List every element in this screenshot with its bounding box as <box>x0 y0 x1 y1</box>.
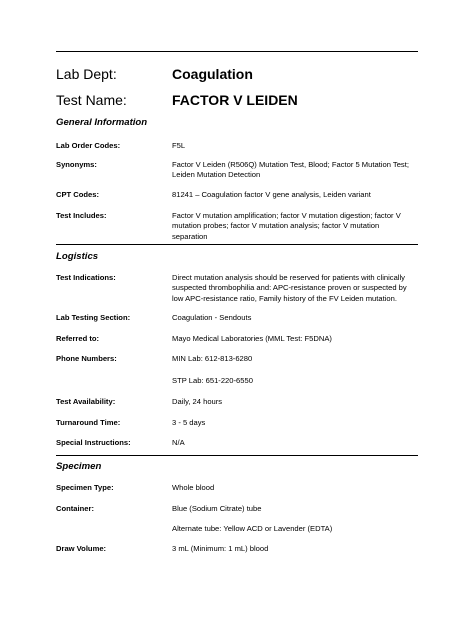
general-section-title: General Information <box>56 117 148 128</box>
alternate-tube-text: Alternate tube: Yellow ACD or Lavender (EDTA) <box>172 524 333 533</box>
test-includes-line: mutation probes; factor V mutation analysis; factor V mutation <box>172 221 380 231</box>
test-name-value: FACTOR V LEIDEN <box>172 92 298 108</box>
logistics-section-title: Logistics <box>56 251 99 262</box>
special-instructions-value <box>172 438 416 448</box>
draw-volume-text: 3 mL (Minimum: 1 mL) blood <box>172 544 269 553</box>
phone-stp-text: STP Lab: 651-220-6550 <box>172 376 253 385</box>
alternate-tube-value <box>172 524 416 534</box>
section-divider <box>56 455 418 456</box>
referred-to-label: Referred to: <box>56 334 100 343</box>
test-indications-line: suspected thrombophilia and: APC-resistance proven or suspected by <box>172 283 407 293</box>
lab-testing-section-text: Coagulation - Sendouts <box>172 313 252 322</box>
test-includes-value <box>172 211 416 242</box>
specimen-type-text: Whole blood <box>172 483 215 492</box>
referred-to-text: Mayo Medical Laboratories (MML Test: F5DNA) <box>172 334 332 343</box>
cpt-codes-text: 81241 – Coagulation factor V gene analysis, Leiden variant <box>172 190 371 199</box>
lab-dept-value: Coagulation <box>172 66 253 82</box>
test-indications-value <box>172 273 416 304</box>
container-label: Container: <box>56 504 94 513</box>
lab-testing-section-label: Lab Testing Section: <box>56 313 131 322</box>
synonyms-label: Synonyms: <box>56 160 97 169</box>
lab-order-codes-text: F5L <box>172 141 186 150</box>
synonyms-value <box>172 160 416 181</box>
phone-numbers-label: Phone Numbers: <box>56 354 117 363</box>
cpt-codes-label: CPT Codes: <box>56 190 100 199</box>
test-includes-label: Test Includes: <box>56 211 107 220</box>
draw-volume-label: Draw Volume: <box>56 544 107 553</box>
test-includes-line: Factor V mutation amplification; factor V mutation digestion; factor V <box>172 211 401 220</box>
draw-volume-value <box>172 544 416 554</box>
lab-order-codes-label: Lab Order Codes: <box>56 141 121 150</box>
phone-min-value <box>172 354 416 364</box>
test-indications-label: Test Indications: <box>56 273 116 282</box>
lab-testing-section-value <box>172 313 416 323</box>
phone-stp-value <box>172 376 416 386</box>
referred-to-value <box>172 334 416 344</box>
cpt-codes-value <box>172 190 416 200</box>
phone-min-text: MIN Lab: 612-813-6280 <box>172 354 253 363</box>
synonyms-line: Leiden Mutation Detection <box>172 170 261 180</box>
section-divider <box>56 244 418 245</box>
specimen-section-title: Specimen <box>56 461 102 472</box>
top-divider <box>56 51 418 52</box>
test-indications-line: low APC-resistance ratio, Family history of the FV Leiden mutation. <box>172 293 397 303</box>
synonyms-line: Factor V Leiden (R506Q) Mutation Test, Blood; Factor 5 Mutation Test; <box>172 160 409 169</box>
test-availability-label: Test Availability: <box>56 397 116 406</box>
special-instructions-label: Special Instructions: <box>56 438 131 447</box>
specimen-type-label: Specimen Type: <box>56 483 114 492</box>
lab-dept-label: Lab Dept: <box>56 66 117 82</box>
container-text: Blue (Sodium Citrate) tube <box>172 504 262 513</box>
lab-order-codes-value <box>172 141 416 151</box>
test-availability-text: Daily, 24 hours <box>172 397 223 406</box>
test-indications-line: Direct mutation analysis should be reserved for patients with clinically <box>172 273 405 282</box>
test-includes-line: separation <box>172 231 208 241</box>
test-name-label: Test Name: <box>56 92 127 108</box>
specimen-type-value <box>172 483 416 493</box>
test-availability-value <box>172 397 416 407</box>
turnaround-time-label: Turnaround Time: <box>56 418 121 427</box>
special-instructions-text: N/A <box>172 438 185 447</box>
container-value <box>172 504 416 514</box>
turnaround-time-value <box>172 418 416 428</box>
turnaround-time-text: 3 - 5 days <box>172 418 206 427</box>
